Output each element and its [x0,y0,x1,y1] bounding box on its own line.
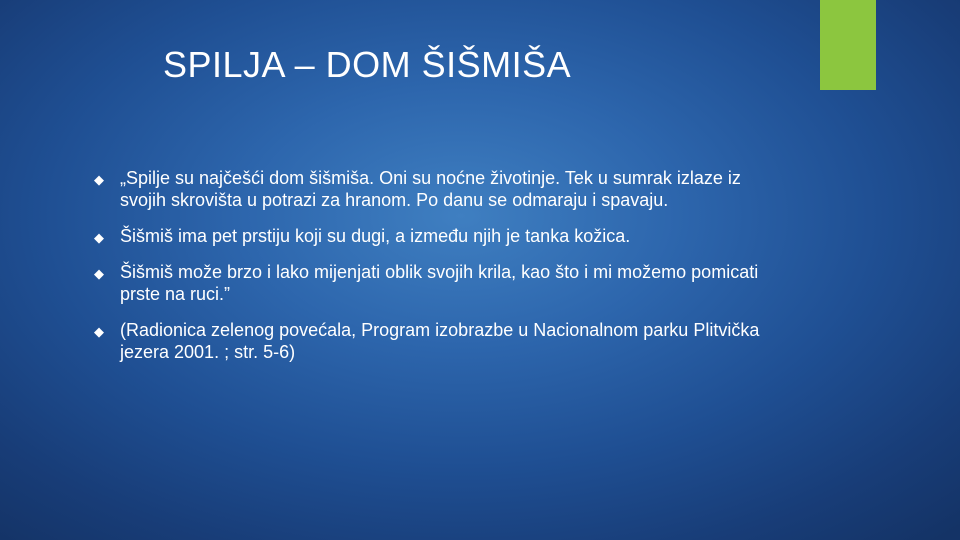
bullet-text: (Radionica zelenog povećala, Program izobrazbe u Nacionalnom parku Plitvička jezera 2001. ; str. 5-6) [120,320,760,362]
bullet-item [94,225,774,247]
diamond-bullet-icon: ◆ [94,230,104,245]
accent-bar [820,0,876,90]
bullet-text: Šišmiš može brzo i lako mijenjati oblik svojih krila, kao što i mi možemo pomicati prste na ruci.” [120,262,759,304]
bullet-item [94,319,774,363]
bullet-list [94,167,774,377]
diamond-bullet-icon: ◆ [94,324,104,339]
diamond-bullet-icon: ◆ [94,172,104,187]
bullet-text: Šišmiš ima pet prstiju koji su dugi, a između njih je tanka kožica. [120,226,631,246]
bullet-text: „Spilje su najčešći dom šišmiša. Oni su noćne životinje. Tek u sumrak izlaze iz svojih skrovišta u potrazi za hranom. Po danu se odmaraju i spavaju. [120,168,741,210]
bullet-item [94,261,774,305]
bullet-item [94,167,774,211]
slide-title: SPILJA – DOM ŠIŠMIŠA [163,44,572,85]
diamond-bullet-icon: ◆ [94,266,104,281]
